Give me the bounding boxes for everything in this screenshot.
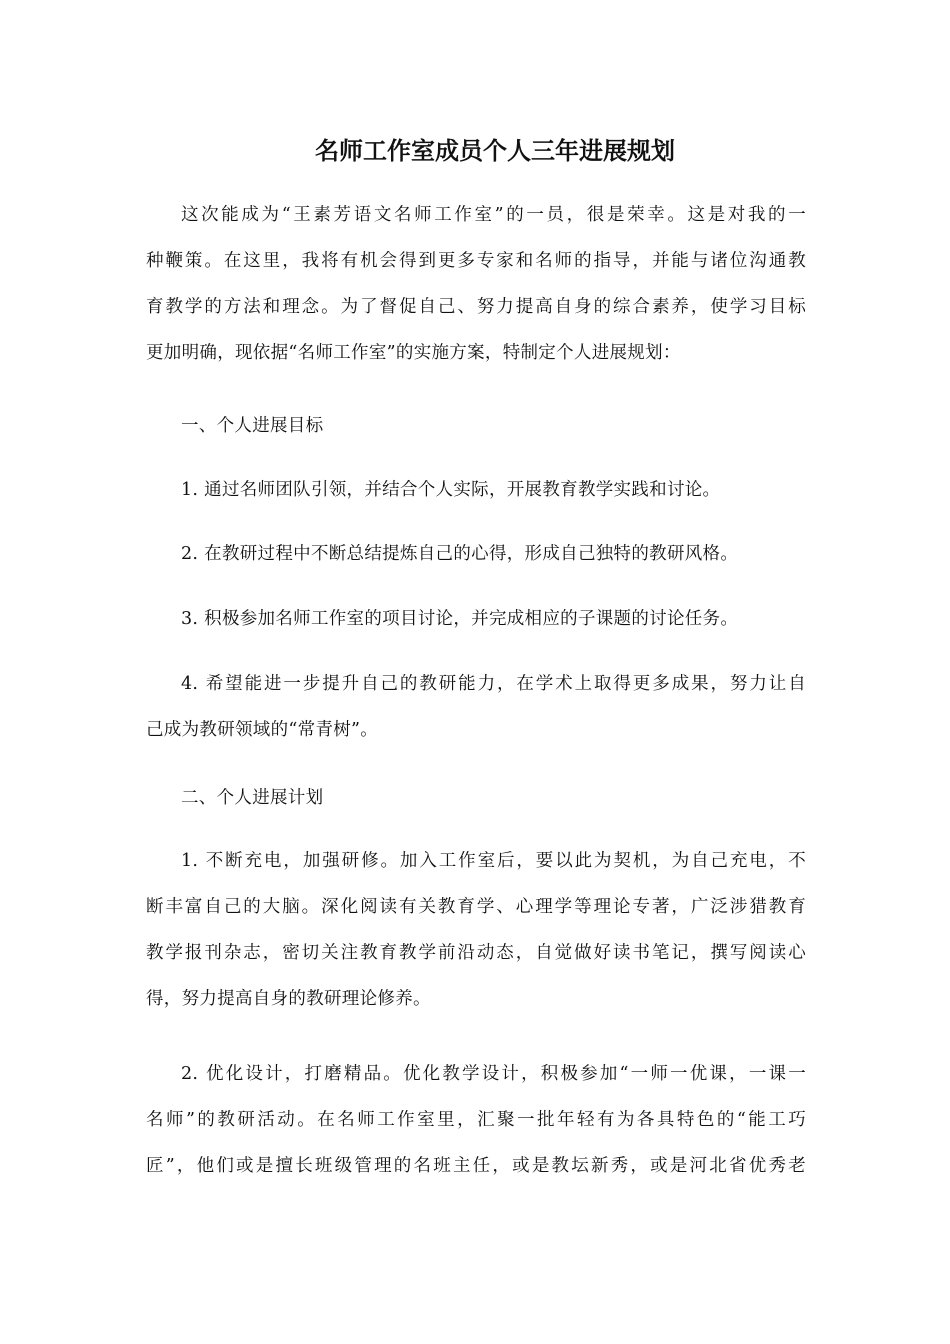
document-title: 名师工作室成员个人三年进展规划: [315, 136, 675, 165]
list-item-line: 2. 在教研过程中不断总结提炼自己的心得，形成自己独特的教研风格。: [181, 544, 739, 564]
section1-item-4: [146, 661, 806, 753]
section1-item-1: [146, 467, 806, 513]
list-item-line: 1. 不断充电，加强研修。加入工作室后，要以此为契机，为自己充电，不: [181, 851, 806, 871]
list-item-line: 3. 积极参加名师工作室的项目讨论，并完成相应的子课题的讨论任务。: [181, 609, 739, 629]
list-item-line: 得，努力提高自身的教研理论修养。: [146, 989, 431, 1009]
intro-line: 这次能成为“王素芳语文名师工作室”的一员，很是荣幸。这是对我的一: [181, 205, 806, 225]
section-heading: 二、个人进展计划: [181, 788, 324, 808]
list-item-line: 4. 希望能进一步提升自己的教研能力，在学术上取得更多成果，努力让自: [181, 674, 806, 694]
section1-heading-block: [146, 403, 806, 449]
list-item-line: 断丰富自己的大脑。深化阅读有关教育学、心理学等理论专著，广泛涉猎教育: [146, 897, 806, 917]
list-item-line: 匠”，他们或是擅长班级管理的名班主任，或是教坛新秀，或是河北省优秀老: [146, 1156, 806, 1176]
intro-line: 更加明确，现依据“名师工作室”的实施方案，特制定个人进展规划：: [146, 343, 681, 363]
intro-paragraph: [146, 192, 806, 376]
section1-item-3: [146, 596, 806, 642]
list-item-line: 1. 通过名师团队引领，并结合个人实际，开展教育教学实践和讨论。: [181, 480, 721, 500]
section2-heading-block: [146, 775, 806, 821]
section2-item-1: [146, 838, 806, 1022]
section-heading: 一、个人进展目标: [181, 416, 324, 436]
section2-item-2: [146, 1051, 806, 1189]
list-item-line: 2. 优化设计，打磨精品。优化教学设计，积极参加“一师一优课，一课一: [181, 1064, 806, 1084]
list-item-line: 教学报刊杂志，密切关注教育教学前沿动态，自觉做好读书笔记，撰写阅读心: [146, 943, 806, 963]
intro-line: 种鞭策。在这里，我将有机会得到更多专家和名师的指导，并能与诸位沟通教: [146, 251, 806, 271]
intro-line: 育教学的方法和理念。为了督促自己、努力提高自身的综合素养，使学习目标: [146, 297, 806, 317]
section1-item-2: [146, 531, 806, 577]
list-item-line: 己成为教研领域的“常青树”。: [146, 720, 379, 740]
list-item-line: 名师”的教研活动。在名师工作室里，汇聚一批年轻有为各具特色的“能工巧: [146, 1110, 806, 1130]
